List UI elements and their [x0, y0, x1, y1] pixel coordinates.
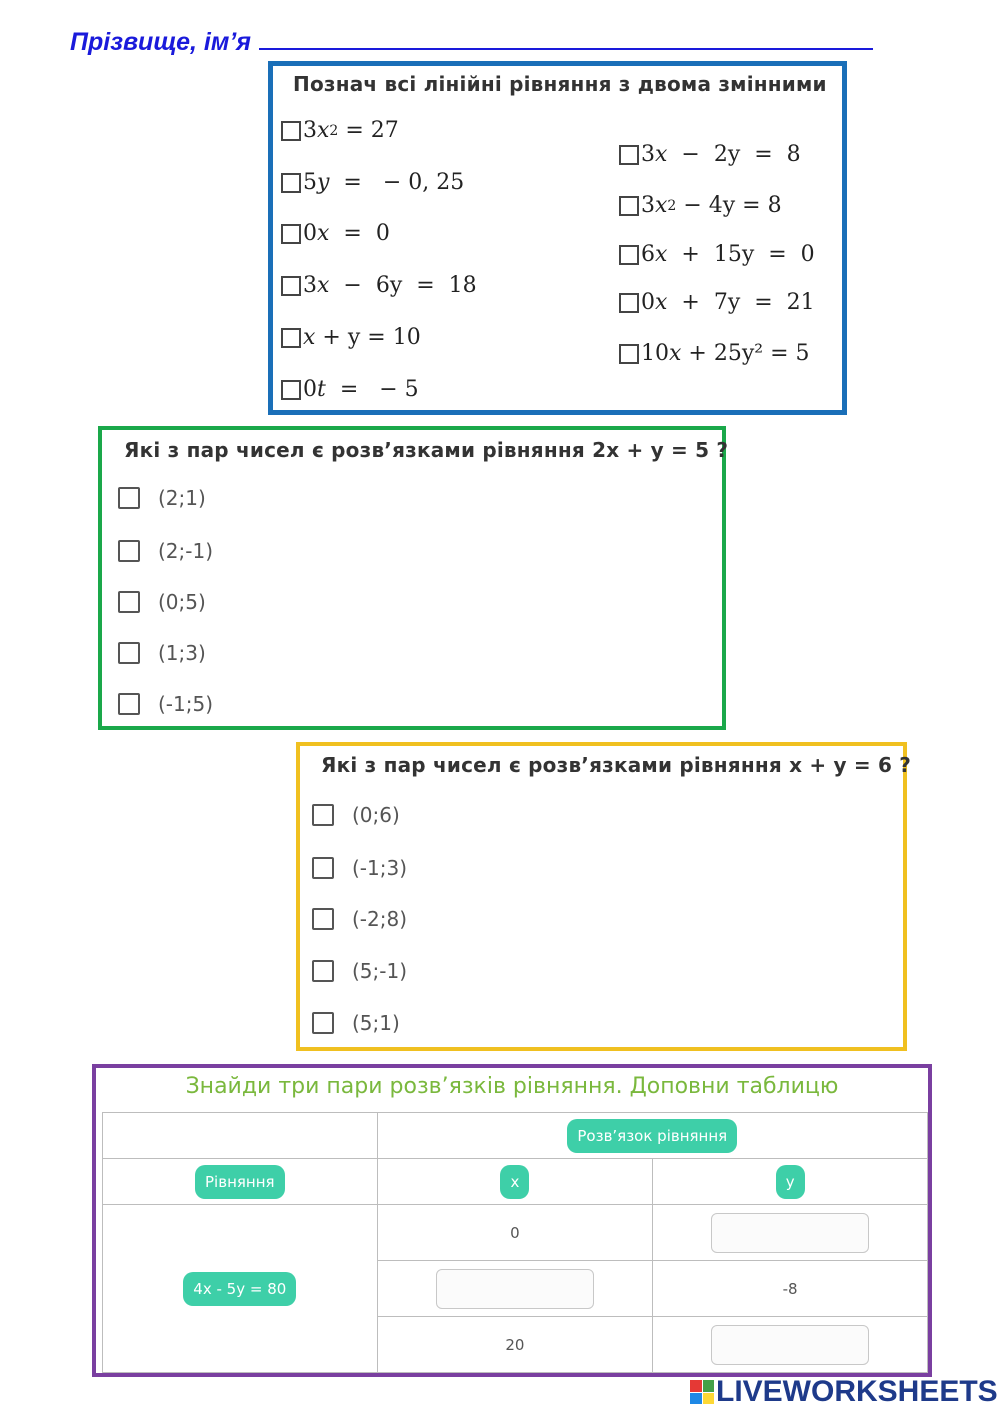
liveworksheets-logo — [690, 1375, 998, 1409]
equation-variable: x — [655, 242, 668, 267]
q1.left_items-equation-option[interactable] — [281, 377, 419, 402]
checkbox[interactable] — [281, 380, 301, 400]
option-label: (0;6) — [352, 803, 400, 827]
equation-rest: − 4y = 8 — [676, 193, 782, 218]
table-row — [653, 1317, 928, 1373]
equation-coefficient: 0 — [641, 290, 655, 315]
option-label: (5;-1) — [352, 959, 408, 983]
pairs-question-1 — [98, 426, 729, 730]
checkbox[interactable] — [619, 245, 639, 265]
equation-rest: + 25y² = 5 — [681, 341, 810, 366]
checkbox[interactable] — [281, 173, 301, 193]
table-row — [653, 1261, 928, 1317]
equation-variable: x — [655, 142, 668, 167]
option-label: (0;5) — [158, 590, 206, 614]
q3-title: Які з пар чисел є розв’язками рівняння x + y = 6 ? — [321, 753, 912, 777]
linear-equations-question — [268, 61, 847, 415]
equation-coefficient: 0 — [303, 377, 317, 402]
checkbox[interactable] — [619, 293, 639, 313]
equation-rest: − 2y = 8 — [667, 142, 801, 167]
checkbox[interactable] — [281, 276, 301, 296]
answer-option[interactable] — [118, 641, 206, 665]
row3-y-input[interactable] — [711, 1325, 869, 1365]
row1-x-value: 0 — [510, 1223, 520, 1242]
answer-option[interactable] — [118, 539, 213, 563]
option-label: (2;-1) — [158, 539, 214, 563]
equation-pill: 4x - 5y = 80 — [183, 1272, 296, 1306]
answer-option[interactable] — [312, 907, 407, 931]
checkbox[interactable] — [312, 1012, 334, 1034]
q1.left_items-equation-option[interactable] — [281, 221, 390, 246]
logo-tile — [703, 1393, 715, 1405]
checkbox[interactable] — [312, 908, 334, 930]
checkbox[interactable] — [619, 196, 639, 216]
equation-header-cell — [103, 1159, 378, 1205]
logo-tile — [703, 1380, 715, 1392]
equation-rest: = 27 — [338, 118, 399, 143]
solutions-table — [102, 1112, 928, 1373]
checkbox[interactable] — [312, 804, 334, 826]
q1.right_items-equation-option[interactable] — [619, 341, 810, 366]
equation-variable: x — [303, 325, 316, 350]
option-label: (5;1) — [352, 1011, 400, 1035]
equation-variable: x — [317, 118, 330, 143]
checkbox[interactable] — [118, 591, 140, 613]
equation-rest: = 0 — [329, 221, 390, 246]
row3-x-value: 20 — [505, 1335, 525, 1354]
equation-header-pill: Рівняння — [195, 1165, 285, 1199]
name-blank-line[interactable] — [259, 28, 873, 50]
y-header-pill: y — [776, 1165, 805, 1199]
option-label: (-2;8) — [352, 907, 408, 931]
equation-rest: + 15y = 0 — [667, 242, 815, 267]
option-label: (-1;5) — [158, 692, 214, 716]
q1.left_items-equation-option[interactable] — [281, 118, 399, 143]
q1.right_items-equation-option[interactable] — [619, 193, 782, 218]
equation-exponent: 2 — [329, 122, 339, 139]
answer-option[interactable] — [118, 692, 213, 716]
q1.left_items-equation-option[interactable] — [281, 325, 421, 350]
x-header-pill: x — [500, 1165, 529, 1199]
answer-option[interactable] — [118, 486, 206, 510]
q1-title: Познач всі лінійні рівняння з двома змінними — [293, 72, 827, 96]
option-label: (-1;3) — [352, 856, 408, 880]
equation-coefficient: 10 — [641, 341, 669, 366]
answer-option[interactable] — [312, 1011, 400, 1035]
q1.left_items-equation-option[interactable] — [281, 170, 464, 195]
x-header-cell — [377, 1159, 653, 1205]
q2-title: Які з пар чисел є розв’язками рівняння 2x + y = 5 ? — [124, 438, 729, 462]
checkbox[interactable] — [118, 487, 140, 509]
equation-coefficient: 3 — [641, 142, 655, 167]
row1-y-input[interactable] — [711, 1213, 869, 1253]
q1.right_items-equation-option[interactable] — [619, 142, 801, 167]
table-row — [377, 1205, 653, 1261]
equation-coefficient: 3 — [303, 273, 317, 298]
equation-coefficient: 5 — [303, 170, 317, 195]
equation-rest: = − 5 — [325, 377, 419, 402]
solution-header-cell — [377, 1113, 927, 1159]
table-corner-cell — [103, 1113, 378, 1159]
equation-variable: x — [655, 193, 668, 218]
q1.right_items-equation-option[interactable] — [619, 290, 815, 315]
liveworksheets-logo-icon — [690, 1380, 714, 1404]
table-row — [653, 1205, 928, 1261]
equation-coefficient: 3 — [641, 193, 655, 218]
checkbox[interactable] — [281, 121, 301, 141]
checkbox[interactable] — [118, 693, 140, 715]
checkbox[interactable] — [281, 328, 301, 348]
equation-variable: x — [317, 221, 330, 246]
equation-rest: − 6y = 18 — [329, 273, 477, 298]
equation-rest: = − 0, 25 — [329, 170, 465, 195]
checkbox[interactable] — [281, 224, 301, 244]
answer-option[interactable] — [118, 590, 206, 614]
equation-variable: y — [317, 170, 330, 195]
q4-title: Знайди три пари розв’язків рівняння. Доповни таблицю — [185, 1074, 839, 1099]
equation-coefficient: 6 — [641, 242, 655, 267]
equation-exponent: 2 — [667, 197, 677, 214]
name-field-label — [70, 28, 873, 57]
option-label: (1;3) — [158, 641, 206, 665]
checkbox[interactable] — [118, 642, 140, 664]
q1.right_items-equation-option[interactable] — [619, 242, 815, 267]
logo-tile — [690, 1380, 702, 1392]
equation-rest: + y = 10 — [315, 325, 421, 350]
equation-coefficient: 0 — [303, 221, 317, 246]
q1.left_items-equation-option[interactable] — [281, 273, 477, 298]
row2-x-input[interactable] — [436, 1269, 594, 1309]
equation-variable: x — [655, 290, 668, 315]
equation-coefficient: 3 — [303, 118, 317, 143]
logo-tile — [690, 1393, 702, 1405]
pairs-question-2 — [296, 742, 912, 1051]
option-label: (2;1) — [158, 486, 206, 510]
brand-name: LIVEWORKSHEETS — [716, 1375, 998, 1408]
checkbox[interactable] — [118, 540, 140, 562]
solutions-table-question — [92, 1064, 932, 1377]
checkbox[interactable] — [312, 857, 334, 879]
answer-option[interactable] — [312, 959, 407, 983]
name-label-text: Прізвище, ім’я — [70, 28, 251, 56]
checkbox[interactable] — [619, 145, 639, 165]
y-header-cell — [653, 1159, 928, 1205]
equation-rest: + 7y = 21 — [667, 290, 815, 315]
equation-cell — [103, 1205, 378, 1373]
answer-option[interactable] — [312, 856, 407, 880]
answer-option[interactable] — [312, 803, 400, 827]
checkbox[interactable] — [312, 960, 334, 982]
equation-variable: t — [317, 377, 326, 402]
checkbox[interactable] — [619, 344, 639, 364]
equation-variable: x — [317, 273, 330, 298]
table-row — [377, 1261, 653, 1317]
table-row — [377, 1317, 653, 1373]
solution-header-pill: Розв’язок рівняння — [567, 1119, 737, 1153]
row2-y-value: -8 — [782, 1279, 798, 1298]
equation-variable: x — [669, 341, 682, 366]
